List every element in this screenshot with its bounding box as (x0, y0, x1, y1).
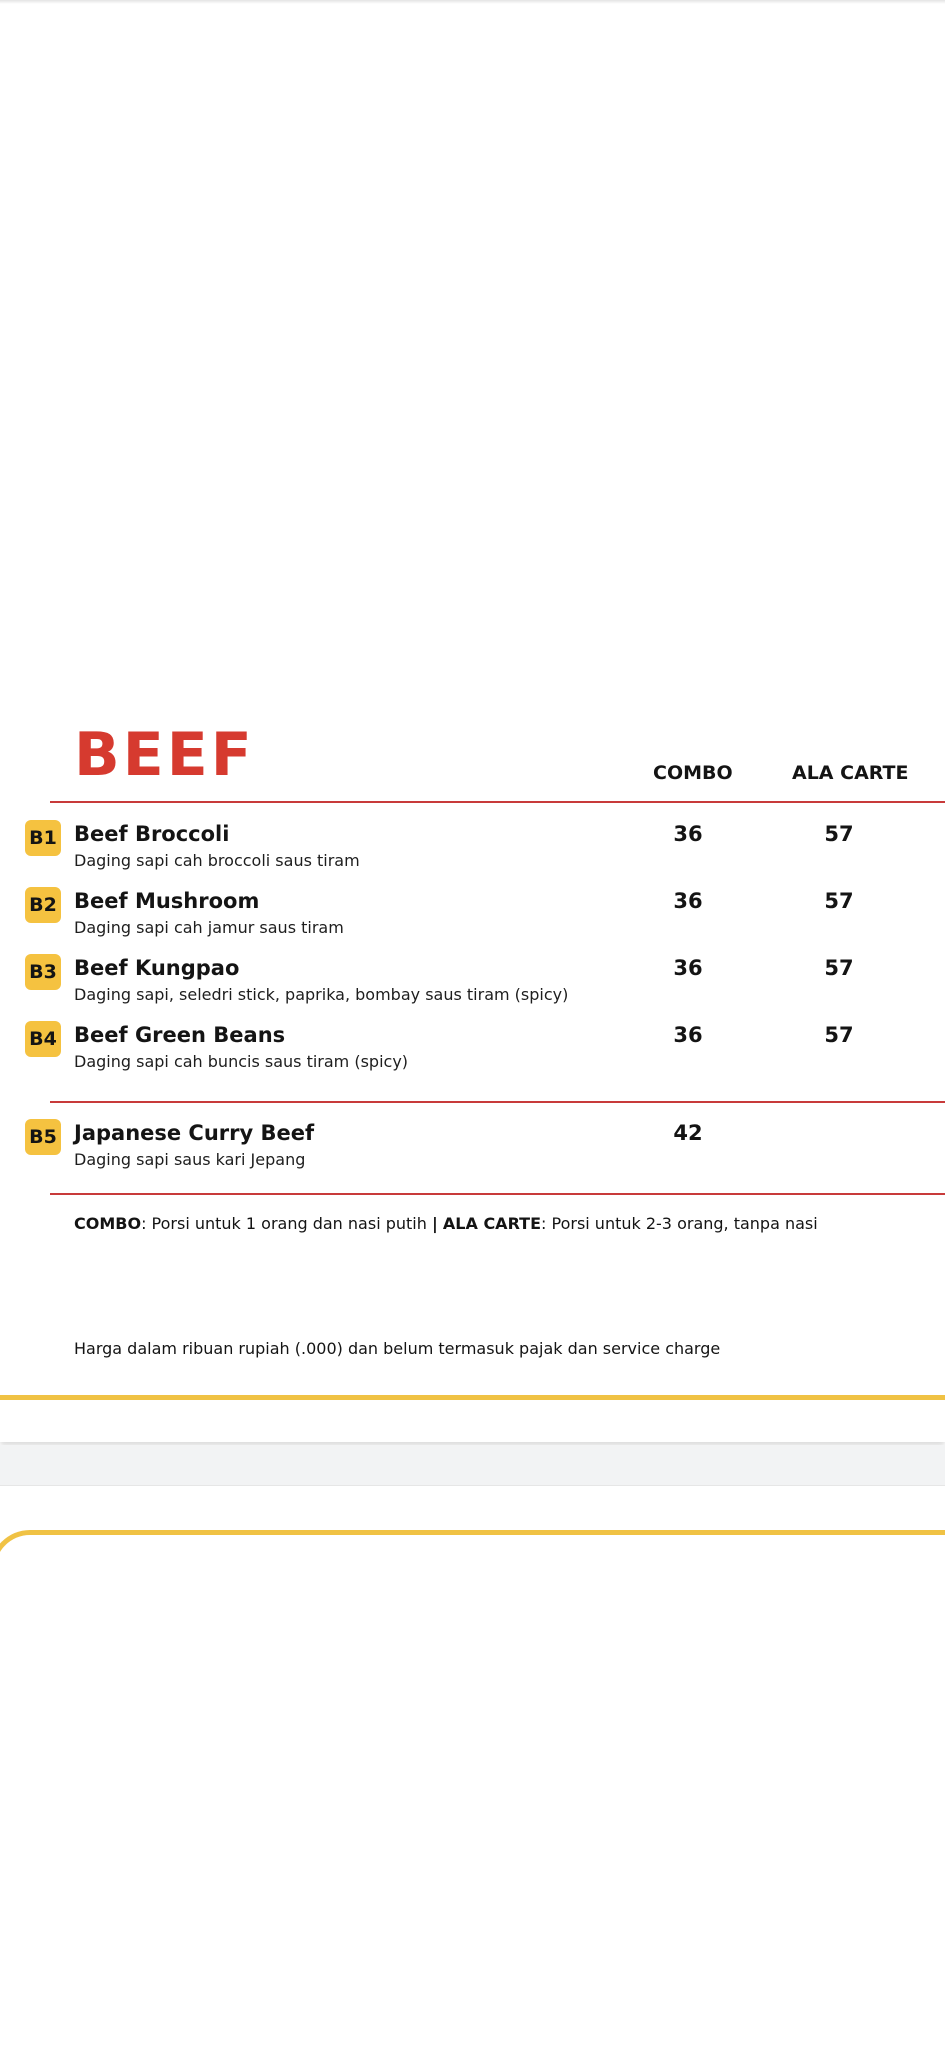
combo-price: 36 (673, 889, 703, 913)
item-code-badge: B3 (25, 954, 61, 990)
ala-carte-price: 57 (824, 889, 854, 913)
item-name: Beef Green Beans (74, 1023, 286, 1047)
item-name: Japanese Curry Beef (74, 1121, 315, 1145)
combo-note-label: COMBO (74, 1214, 142, 1233)
footer-divider (50, 1193, 945, 1195)
menu-item (0, 954, 945, 1014)
item-code-badge: B2 (25, 887, 61, 923)
item-description: Daging sapi cah broccoli saus tiram (74, 851, 360, 870)
menu-item (0, 1119, 945, 1179)
item-name: Beef Kungpao (74, 956, 240, 980)
header-divider (50, 801, 945, 803)
ala-carte-price: 57 (824, 822, 854, 846)
price-note: Harga dalam ribuan rupiah (.000) dan belum termasuk pajak dan service charge (74, 1339, 721, 1358)
combo-price: 36 (673, 956, 703, 980)
menu-item (0, 1021, 945, 1081)
item-description: Daging sapi cah buncis saus tiram (spicy) (74, 1052, 409, 1071)
next-card-border-decoration (0, 1530, 945, 1830)
ala-carte-price: 57 (824, 1023, 854, 1047)
combo-price: 42 (673, 1121, 703, 1145)
ala-carte-price: 57 (824, 956, 854, 980)
item-code-badge: B4 (25, 1021, 61, 1057)
combo-column-header: COMBO (653, 762, 733, 784)
section-title: BEEF (74, 720, 255, 790)
item-description: Daging sapi saus kari Jepang (74, 1150, 306, 1169)
ala-carte-note-label: ALA CARTE (442, 1214, 542, 1233)
top-shadow (0, 0, 945, 4)
note-separator: | (431, 1214, 438, 1233)
card-border-decoration (0, 1200, 945, 1400)
ala-carte-column-header: ALA CARTE (792, 762, 909, 784)
ala-carte-note-text: : Porsi untuk 2-3 orang, tanpa nasi (541, 1214, 818, 1233)
combo-price: 36 (673, 822, 703, 846)
item-name: Beef Mushroom (74, 889, 260, 913)
item-name: Beef Broccoli (74, 822, 230, 846)
combo-price: 36 (673, 1023, 703, 1047)
menu-item (0, 820, 945, 880)
combo-note-text: : Porsi untuk 1 orang dan nasi putih (141, 1214, 432, 1233)
item-code-badge: B1 (25, 820, 61, 856)
item-code-badge: B5 (25, 1119, 61, 1155)
card-gap (0, 1445, 945, 1486)
item-description: Daging sapi cah jamur saus tiram (74, 918, 344, 937)
group-divider (50, 1101, 945, 1103)
menu-item (0, 887, 945, 947)
item-description: Daging sapi, seledri stick, paprika, bombay saus tiram (spicy) (74, 985, 569, 1004)
